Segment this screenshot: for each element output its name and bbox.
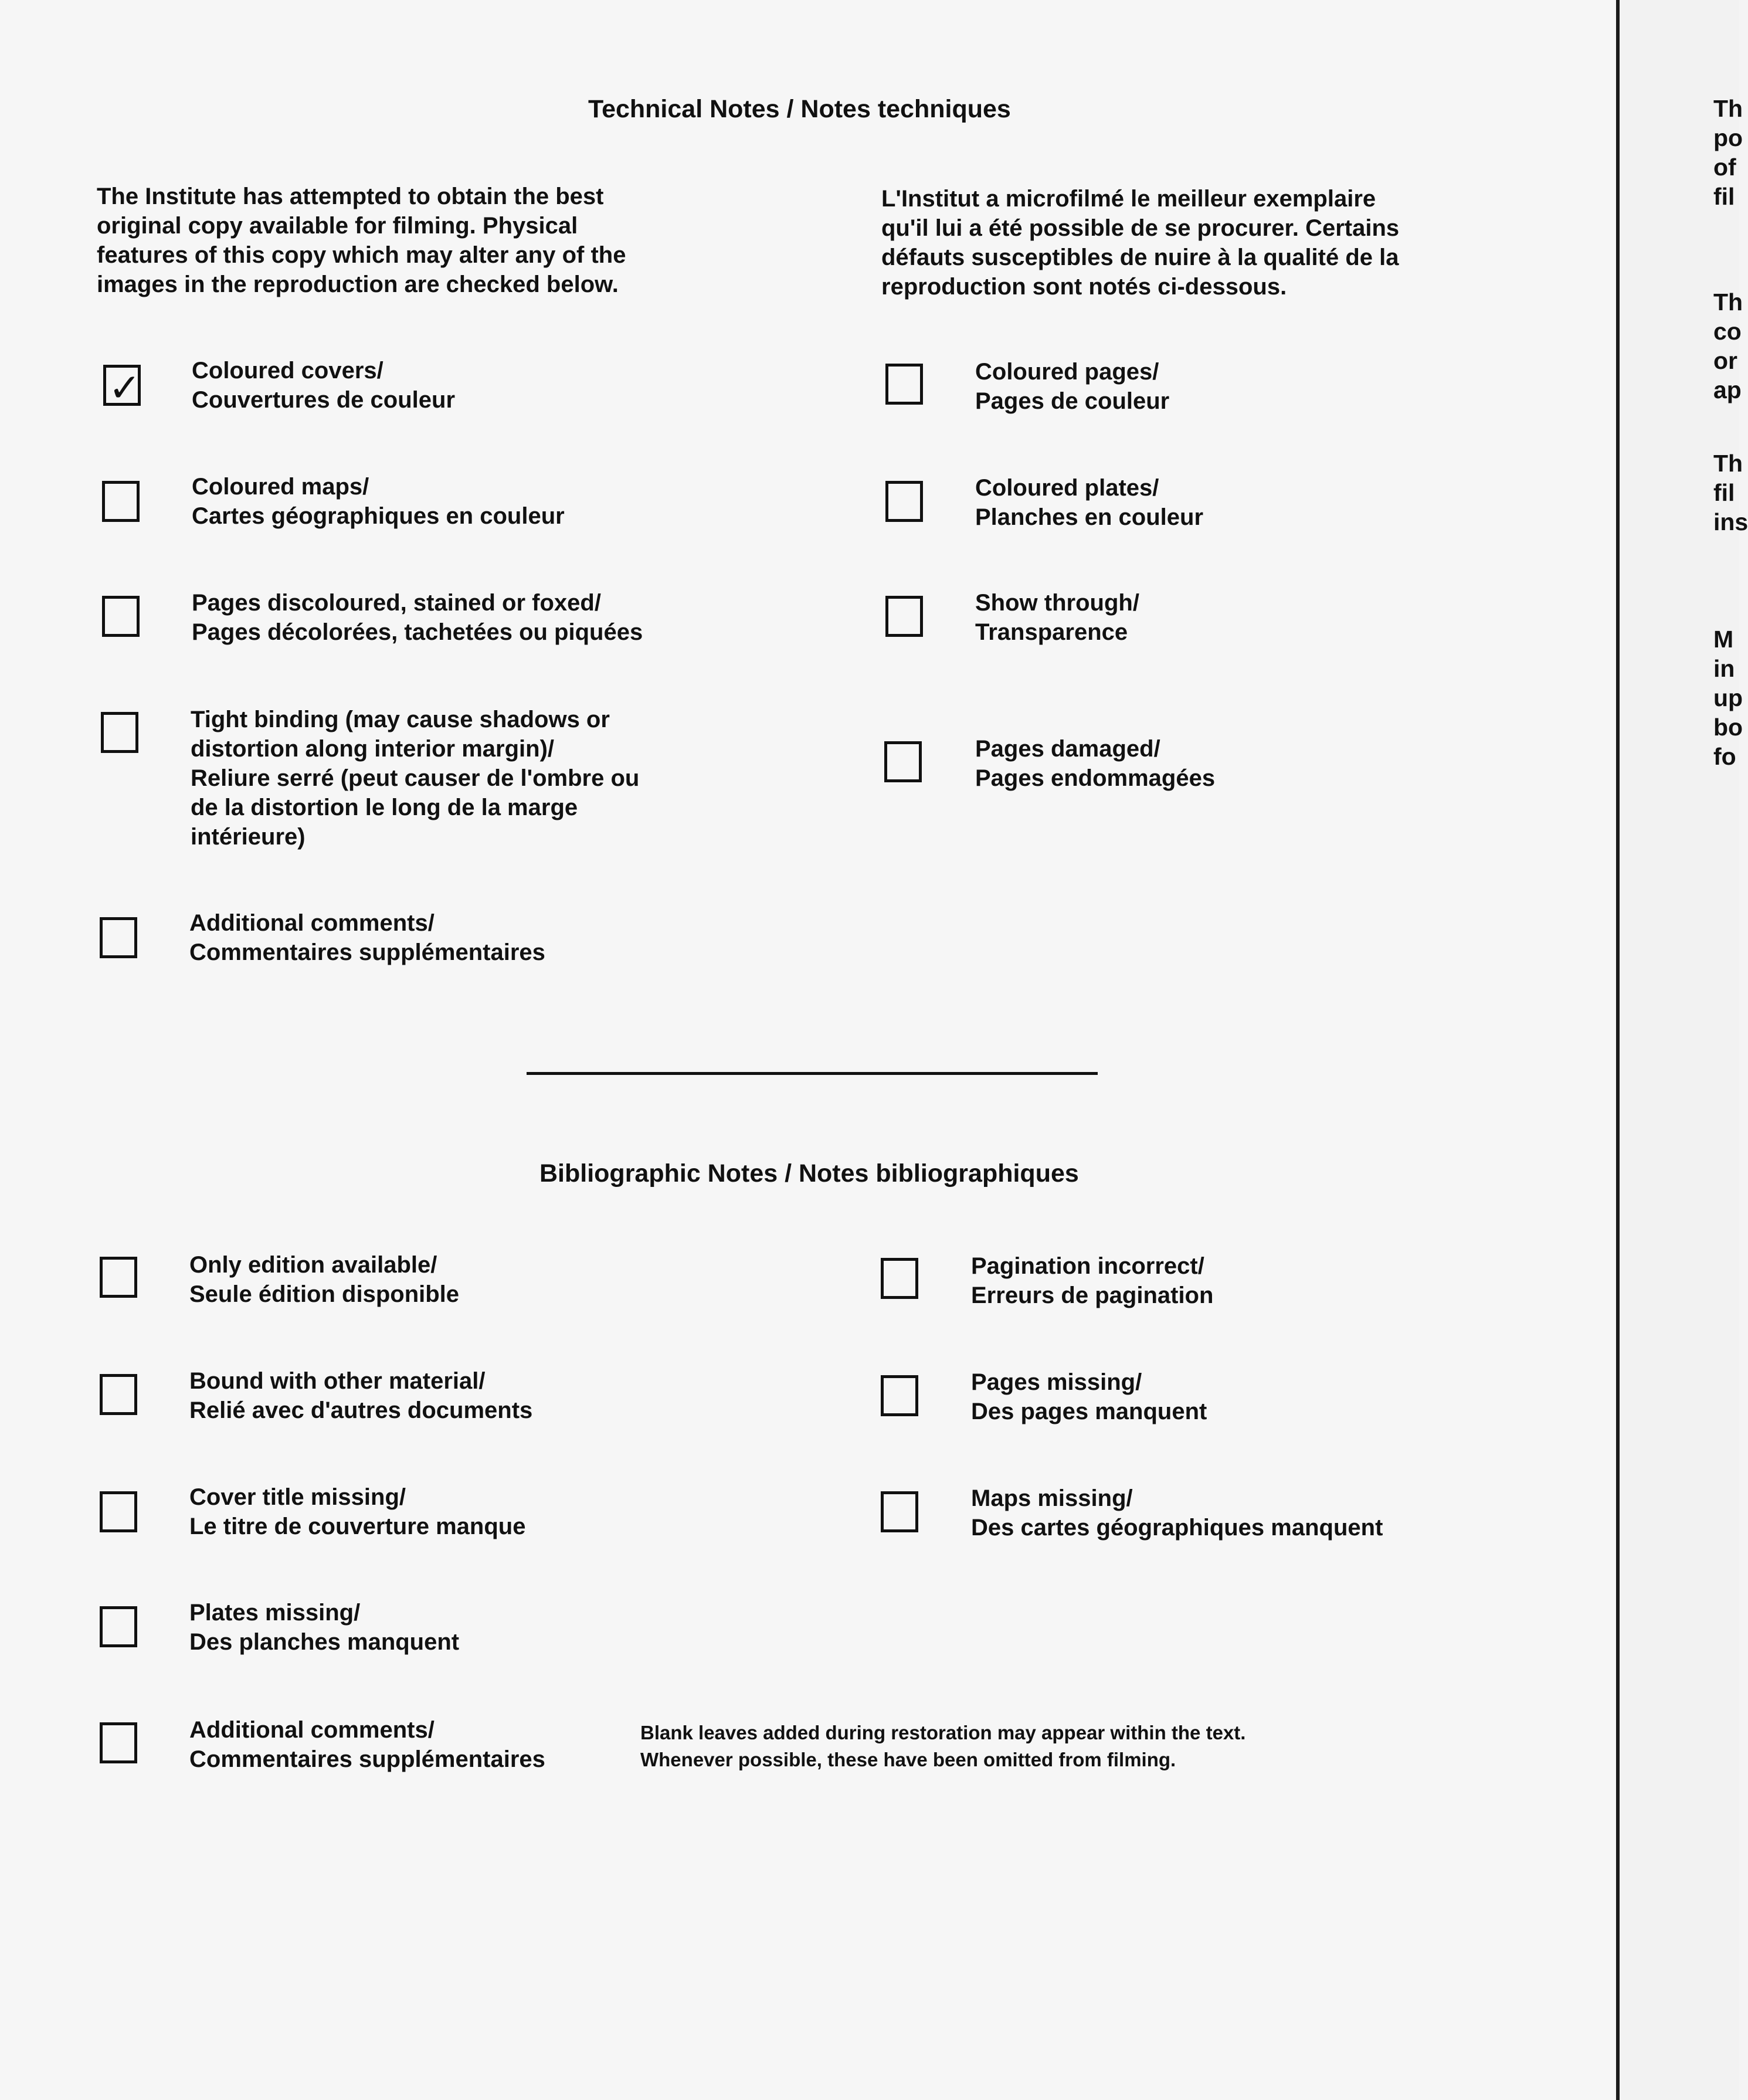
fragment-text: fo [1713, 743, 1736, 770]
label-line: Le titre de couverture manque [189, 1514, 526, 1539]
fragment-text: Th [1713, 450, 1743, 477]
intro-line: original copy available for filming. Physical [97, 213, 578, 239]
intro-line: images in the reproduction are checked below. [97, 272, 619, 297]
label-line: Coloured maps/ [192, 474, 369, 500]
coloured-pages-label [975, 357, 1169, 416]
label-line: Cartes géographiques en couleur [192, 503, 565, 529]
note-line: Whenever possible, these have been omitted from filming. [640, 1749, 1176, 1770]
restoration-note [640, 1719, 1245, 1773]
fragment-text: fil [1713, 479, 1735, 506]
fragment-text: Th [1713, 95, 1743, 122]
coloured-maps-checkbox[interactable] [102, 481, 140, 522]
pages-discoloured-checkbox[interactable] [102, 596, 140, 637]
fragment-text: or [1713, 347, 1737, 374]
label-line: Coloured pages/ [975, 359, 1159, 385]
label-line: Pagination incorrect/ [971, 1253, 1204, 1279]
label-line: Pages discoloured, stained or foxed/ [192, 590, 601, 616]
label-line: Transparence [975, 619, 1128, 645]
fragment-text: co [1713, 318, 1742, 345]
intro-line: The Institute has attempted to obtain the best [97, 184, 604, 209]
label-line: Additional comments/ [189, 910, 435, 936]
label-line: Only edition available/ [189, 1252, 437, 1278]
label-line: Pages missing/ [971, 1369, 1142, 1395]
label-line: Seule édition disponible [189, 1281, 460, 1307]
note-line: Blank leaves added during restoration may appear within the text. [640, 1722, 1246, 1743]
coloured-covers-label [192, 356, 455, 415]
label-line: Pages damaged/ [975, 736, 1160, 762]
bibliographic-additional-comments-label [189, 1715, 545, 1774]
fragment-text: M [1713, 626, 1734, 653]
fragment-text: ins [1713, 508, 1748, 535]
bound-with-checkbox[interactable] [100, 1374, 137, 1415]
coloured-pages-checkbox[interactable] [885, 364, 923, 405]
label-line: Plates missing/ [189, 1600, 361, 1626]
intro-english [97, 182, 626, 299]
fragment-text: Th [1713, 289, 1743, 315]
label-line: de la distortion le long de la marge [191, 795, 578, 820]
label-line: Erreurs de pagination [971, 1283, 1214, 1308]
label-line: Planches en couleur [975, 504, 1204, 530]
technical-additional-comments-label [189, 908, 545, 967]
plates-missing-label [189, 1598, 459, 1657]
intro-line: qu'il lui a été possible de se procurer. Certains [881, 215, 1400, 241]
bound-with-label [189, 1366, 532, 1425]
label-line: Couvertures de couleur [192, 387, 456, 413]
pages-missing-label [971, 1368, 1207, 1426]
label-line: Pages décolorées, tachetées ou piquées [192, 619, 643, 645]
section-divider [527, 1072, 1098, 1075]
label-line: Coloured plates/ [975, 475, 1159, 501]
pagination-incorrect-label [971, 1251, 1213, 1310]
label-line: intérieure) [191, 824, 306, 850]
fragment-text: po [1713, 124, 1743, 151]
coloured-maps-label [192, 472, 565, 531]
label-line: Pages endommagées [975, 765, 1216, 791]
label-line: Des planches manquent [189, 1629, 460, 1655]
plates-missing-checkbox[interactable] [100, 1606, 137, 1647]
label-line: Des pages manquent [971, 1399, 1207, 1424]
technical-additional-comments-checkbox[interactable] [100, 917, 137, 958]
technical-notes-heading: Technical Notes / Notes techniques [588, 95, 1011, 123]
fragment-text: ap [1713, 376, 1742, 403]
tight-binding-checkbox[interactable] [101, 712, 138, 753]
fragment-text: in [1713, 655, 1735, 682]
only-edition-label [189, 1250, 459, 1309]
next-page-fragment [1620, 0, 1748, 2100]
label-line: Reliure serré (peut causer de l'ombre ou [191, 765, 640, 791]
only-edition-checkbox[interactable] [100, 1257, 137, 1298]
checkmark-icon: ✓ [108, 365, 141, 410]
pages-discoloured-label [192, 588, 643, 647]
intro-french [881, 184, 1399, 301]
label-line: Commentaires supplémentaires [189, 1746, 545, 1772]
intro-line: défauts susceptibles de nuire à la qualité de la [881, 245, 1399, 270]
label-line: Tight binding (may cause shadows or [191, 707, 610, 732]
label-line: Show through/ [975, 590, 1139, 616]
pages-missing-checkbox[interactable] [881, 1375, 918, 1416]
label-line: Maps missing/ [971, 1485, 1133, 1511]
label-line: Coloured covers/ [192, 358, 383, 384]
label-line: Additional comments/ [189, 1717, 435, 1743]
pagination-incorrect-checkbox[interactable] [881, 1258, 918, 1299]
coloured-covers-checkbox[interactable] [103, 365, 141, 410]
intro-line: L'Institut a microfilmé le meilleur exemplaire [881, 186, 1376, 212]
label-line: Bound with other material/ [189, 1368, 486, 1394]
cover-title-missing-label [189, 1482, 525, 1541]
tight-binding-label [191, 705, 639, 851]
fragment-text: bo [1713, 714, 1743, 741]
fragment-text: up [1713, 684, 1743, 711]
label-line: Commentaires supplémentaires [189, 939, 545, 965]
label-line: Cover title missing/ [189, 1484, 406, 1510]
cover-title-missing-checkbox[interactable] [100, 1491, 137, 1532]
pages-damaged-label [975, 734, 1215, 793]
label-line: Des cartes géographiques manquent [971, 1515, 1383, 1541]
bibliographic-additional-comments-checkbox[interactable] [100, 1722, 137, 1763]
show-through-checkbox[interactable] [885, 596, 923, 637]
show-through-label [975, 588, 1139, 647]
label-line: Pages de couleur [975, 388, 1170, 414]
coloured-plates-checkbox[interactable] [885, 481, 923, 522]
label-line: distortion along interior margin)/ [191, 736, 554, 762]
coloured-plates-label [975, 473, 1203, 532]
bibliographic-notes-heading: Bibliographic Notes / Notes bibliographiques [539, 1159, 1079, 1188]
label-line: Relié avec d'autres documents [189, 1397, 533, 1423]
intro-line: reproduction sont notés ci-dessous. [881, 274, 1287, 300]
maps-missing-checkbox[interactable] [881, 1491, 918, 1532]
fragment-text: fil [1713, 183, 1735, 210]
intro-line: features of this copy which may alter any of the [97, 242, 626, 268]
pages-damaged-checkbox[interactable] [884, 741, 922, 782]
maps-missing-label [971, 1484, 1383, 1542]
fragment-text: of [1713, 154, 1736, 181]
